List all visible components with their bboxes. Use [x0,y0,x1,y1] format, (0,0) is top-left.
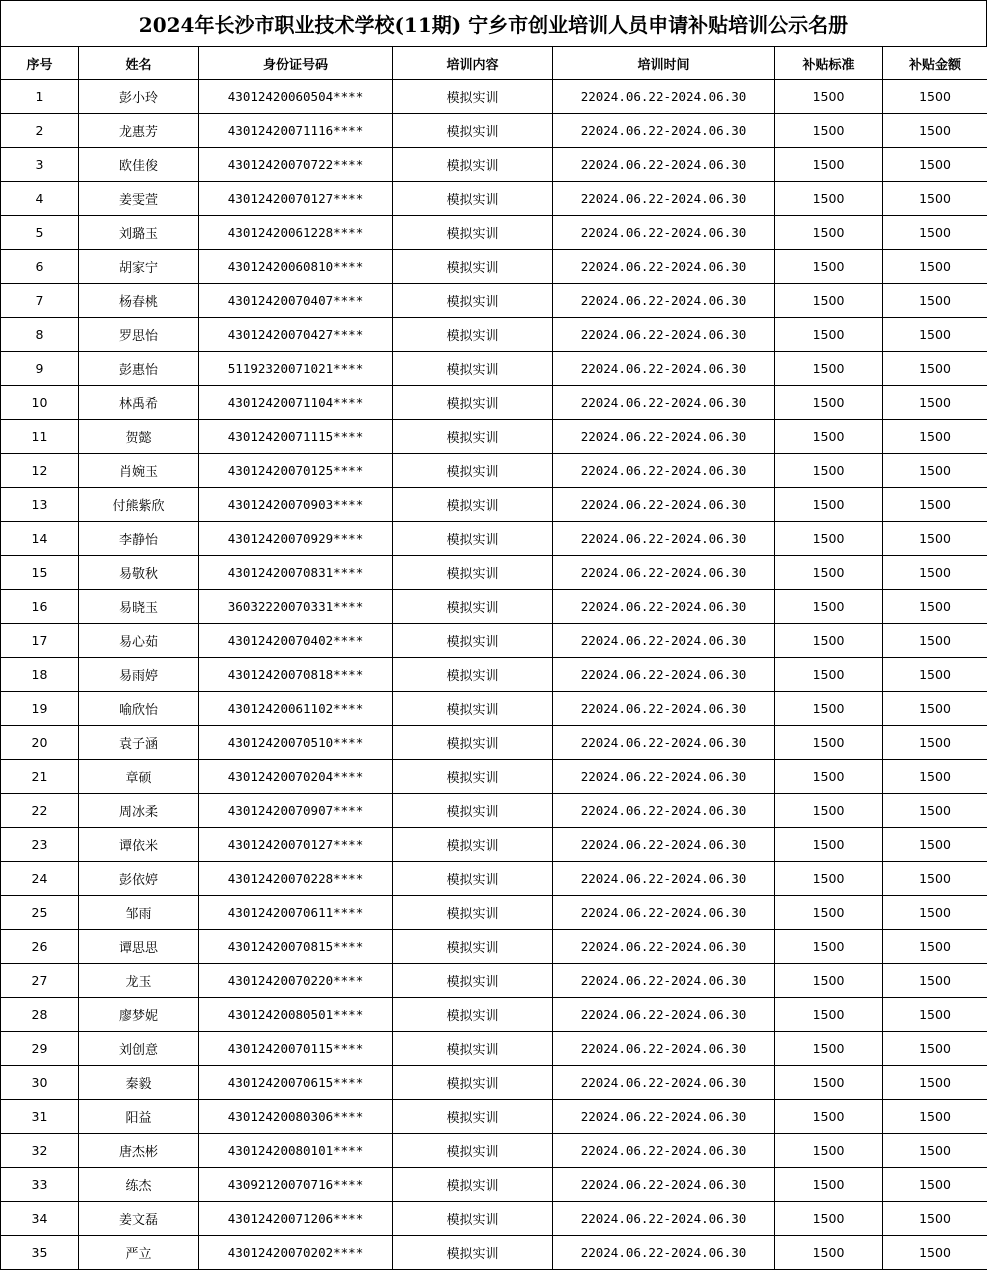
cell-no: 22 [1,794,79,828]
cell-idcard: 43012420070722**** [199,148,393,182]
cell-name: 易晓玉 [79,590,199,624]
cell-name: 易雨婷 [79,658,199,692]
cell-standard: 1500 [775,1236,883,1270]
cell-amount: 1500 [883,692,987,726]
cell-time: 22024.06.22-2024.06.30 [553,80,775,114]
cell-name: 阳益 [79,1100,199,1134]
cell-standard: 1500 [775,420,883,454]
table-row [1,182,987,216]
cell-no: 25 [1,896,79,930]
table-row [1,862,987,896]
table-row [1,794,987,828]
cell-name: 肖婉玉 [79,454,199,488]
cell-content: 模拟实训 [393,590,553,624]
cell-time: 22024.06.22-2024.06.30 [553,420,775,454]
cell-idcard: 43012420060504**** [199,80,393,114]
cell-time: 22024.06.22-2024.06.30 [553,522,775,556]
cell-time: 22024.06.22-2024.06.30 [553,998,775,1032]
cell-no: 32 [1,1134,79,1168]
cell-amount: 1500 [883,352,987,386]
cell-no: 11 [1,420,79,454]
cell-standard: 1500 [775,284,883,318]
table-row [1,420,987,454]
cell-standard: 1500 [775,794,883,828]
cell-time: 22024.06.22-2024.06.30 [553,1100,775,1134]
cell-no: 30 [1,1066,79,1100]
cell-name: 严立 [79,1236,199,1270]
cell-idcard: 43012420070818**** [199,658,393,692]
cell-name: 欧佳俊 [79,148,199,182]
cell-content: 模拟实训 [393,794,553,828]
cell-idcard: 43012420071116**** [199,114,393,148]
cell-amount: 1500 [883,114,987,148]
cell-time: 22024.06.22-2024.06.30 [553,1066,775,1100]
header-idcard: 身份证号码 [199,47,393,80]
table-row [1,250,987,284]
cell-amount: 1500 [883,420,987,454]
cell-no: 18 [1,658,79,692]
table-row [1,1168,987,1202]
cell-amount: 1500 [883,930,987,964]
cell-time: 22024.06.22-2024.06.30 [553,658,775,692]
cell-content: 模拟实训 [393,284,553,318]
document-title: 2024年长沙市职业技术学校(11期) 宁乡市创业培训人员申请补贴培训公示名册 [0,0,987,46]
table-row [1,658,987,692]
cell-no: 7 [1,284,79,318]
cell-standard: 1500 [775,454,883,488]
cell-standard: 1500 [775,386,883,420]
cell-standard: 1500 [775,522,883,556]
cell-idcard: 43012420061102**** [199,692,393,726]
cell-no: 24 [1,862,79,896]
cell-idcard: 43012420070427**** [199,318,393,352]
cell-standard: 1500 [775,318,883,352]
cell-content: 模拟实训 [393,522,553,556]
cell-standard: 1500 [775,1168,883,1202]
cell-name: 唐杰彬 [79,1134,199,1168]
cell-amount: 1500 [883,454,987,488]
cell-content: 模拟实训 [393,930,553,964]
cell-content: 模拟实训 [393,556,553,590]
table-row [1,1202,987,1236]
cell-time: 22024.06.22-2024.06.30 [553,590,775,624]
cell-idcard: 43012420070611**** [199,896,393,930]
cell-time: 22024.06.22-2024.06.30 [553,114,775,148]
cell-idcard: 43012420070125**** [199,454,393,488]
cell-idcard: 43012420070615**** [199,1066,393,1100]
cell-idcard: 43012420070815**** [199,930,393,964]
cell-time: 22024.06.22-2024.06.30 [553,1202,775,1236]
cell-standard: 1500 [775,556,883,590]
cell-no: 29 [1,1032,79,1066]
table-row [1,1032,987,1066]
cell-standard: 1500 [775,1134,883,1168]
cell-name: 罗思怡 [79,318,199,352]
cell-name: 周冰柔 [79,794,199,828]
cell-content: 模拟实训 [393,80,553,114]
table-row [1,590,987,624]
cell-no: 1 [1,80,79,114]
cell-content: 模拟实训 [393,1168,553,1202]
cell-name: 林禹希 [79,386,199,420]
cell-time: 22024.06.22-2024.06.30 [553,828,775,862]
header-name: 姓名 [79,47,199,80]
cell-amount: 1500 [883,284,987,318]
cell-amount: 1500 [883,1202,987,1236]
cell-standard: 1500 [775,488,883,522]
header-amount: 补贴金额 [883,47,987,80]
cell-name: 喻欣怡 [79,692,199,726]
cell-amount: 1500 [883,182,987,216]
cell-time: 22024.06.22-2024.06.30 [553,250,775,284]
cell-content: 模拟实训 [393,692,553,726]
table-row [1,998,987,1032]
cell-time: 22024.06.22-2024.06.30 [553,624,775,658]
cell-idcard: 43012420070228**** [199,862,393,896]
cell-time: 22024.06.22-2024.06.30 [553,386,775,420]
cell-time: 22024.06.22-2024.06.30 [553,1134,775,1168]
cell-content: 模拟实训 [393,1202,553,1236]
cell-amount: 1500 [883,318,987,352]
cell-amount: 1500 [883,964,987,998]
cell-name: 秦毅 [79,1066,199,1100]
cell-idcard: 51192320071021**** [199,352,393,386]
cell-time: 22024.06.22-2024.06.30 [553,1168,775,1202]
cell-content: 模拟实训 [393,726,553,760]
cell-time: 22024.06.22-2024.06.30 [553,352,775,386]
cell-content: 模拟实训 [393,624,553,658]
cell-standard: 1500 [775,862,883,896]
cell-idcard: 43012420080501**** [199,998,393,1032]
cell-no: 6 [1,250,79,284]
cell-time: 22024.06.22-2024.06.30 [553,148,775,182]
cell-idcard: 43012420070907**** [199,794,393,828]
table-row [1,522,987,556]
cell-name: 袁子涵 [79,726,199,760]
cell-name: 练杰 [79,1168,199,1202]
table-row [1,318,987,352]
cell-name: 胡家宁 [79,250,199,284]
cell-content: 模拟实训 [393,386,553,420]
cell-idcard: 43012420070510**** [199,726,393,760]
cell-amount: 1500 [883,386,987,420]
cell-amount: 1500 [883,1032,987,1066]
cell-time: 22024.06.22-2024.06.30 [553,318,775,352]
cell-no: 4 [1,182,79,216]
table-row [1,1134,987,1168]
cell-idcard: 43012420070903**** [199,488,393,522]
cell-name: 易心茹 [79,624,199,658]
cell-name: 章硕 [79,760,199,794]
table-row [1,828,987,862]
table-row [1,352,987,386]
cell-no: 2 [1,114,79,148]
cell-no: 26 [1,930,79,964]
cell-name: 谭依米 [79,828,199,862]
cell-time: 22024.06.22-2024.06.30 [553,1032,775,1066]
cell-idcard: 43012420070402**** [199,624,393,658]
cell-name: 彭小玲 [79,80,199,114]
cell-no: 27 [1,964,79,998]
cell-amount: 1500 [883,216,987,250]
cell-idcard: 43012420070127**** [199,182,393,216]
cell-standard: 1500 [775,148,883,182]
cell-no: 17 [1,624,79,658]
table-row [1,114,987,148]
cell-content: 模拟实训 [393,216,553,250]
cell-name: 姜雯萱 [79,182,199,216]
cell-name: 龙惠芳 [79,114,199,148]
cell-amount: 1500 [883,590,987,624]
cell-name: 贺懿 [79,420,199,454]
cell-amount: 1500 [883,250,987,284]
cell-idcard: 43012420070127**** [199,828,393,862]
cell-idcard: 43012420071115**** [199,420,393,454]
cell-name: 谭思思 [79,930,199,964]
cell-amount: 1500 [883,624,987,658]
table-row [1,80,987,114]
table-row [1,454,987,488]
cell-time: 22024.06.22-2024.06.30 [553,760,775,794]
cell-no: 23 [1,828,79,862]
cell-standard: 1500 [775,1202,883,1236]
cell-content: 模拟实训 [393,862,553,896]
cell-content: 模拟实训 [393,896,553,930]
cell-content: 模拟实训 [393,352,553,386]
cell-idcard: 43012420070407**** [199,284,393,318]
table-row [1,964,987,998]
cell-amount: 1500 [883,556,987,590]
cell-content: 模拟实训 [393,1066,553,1100]
table-row [1,1236,987,1270]
header-standard: 补贴标准 [775,47,883,80]
cell-name: 杨春桃 [79,284,199,318]
cell-time: 22024.06.22-2024.06.30 [553,1236,775,1270]
roster-table [0,46,987,1270]
cell-idcard: 43092120070716**** [199,1168,393,1202]
cell-standard: 1500 [775,590,883,624]
cell-name: 彭依婷 [79,862,199,896]
cell-no: 13 [1,488,79,522]
cell-standard: 1500 [775,896,883,930]
cell-time: 22024.06.22-2024.06.30 [553,692,775,726]
cell-amount: 1500 [883,1100,987,1134]
cell-content: 模拟实训 [393,318,553,352]
cell-content: 模拟实训 [393,488,553,522]
cell-content: 模拟实训 [393,1236,553,1270]
cell-no: 14 [1,522,79,556]
cell-time: 22024.06.22-2024.06.30 [553,182,775,216]
cell-idcard: 43012420070929**** [199,522,393,556]
cell-idcard: 36032220070331**** [199,590,393,624]
cell-time: 22024.06.22-2024.06.30 [553,488,775,522]
cell-no: 33 [1,1168,79,1202]
cell-content: 模拟实训 [393,1134,553,1168]
cell-amount: 1500 [883,862,987,896]
cell-time: 22024.06.22-2024.06.30 [553,964,775,998]
cell-content: 模拟实训 [393,828,553,862]
cell-idcard: 43012420061228**** [199,216,393,250]
cell-content: 模拟实训 [393,964,553,998]
cell-amount: 1500 [883,1066,987,1100]
cell-standard: 1500 [775,250,883,284]
cell-content: 模拟实训 [393,114,553,148]
cell-standard: 1500 [775,658,883,692]
cell-time: 22024.06.22-2024.06.30 [553,930,775,964]
cell-time: 22024.06.22-2024.06.30 [553,216,775,250]
cell-content: 模拟实训 [393,1100,553,1134]
cell-name: 付熊紫欣 [79,488,199,522]
cell-name: 刘创意 [79,1032,199,1066]
cell-amount: 1500 [883,828,987,862]
cell-amount: 1500 [883,1236,987,1270]
cell-name: 易敬秋 [79,556,199,590]
cell-name: 廖梦妮 [79,998,199,1032]
cell-standard: 1500 [775,80,883,114]
cell-standard: 1500 [775,1100,883,1134]
cell-standard: 1500 [775,964,883,998]
cell-no: 28 [1,998,79,1032]
cell-amount: 1500 [883,1134,987,1168]
cell-amount: 1500 [883,80,987,114]
header-no: 序号 [1,47,79,80]
cell-standard: 1500 [775,352,883,386]
table-row [1,726,987,760]
cell-amount: 1500 [883,658,987,692]
cell-idcard: 43012420080101**** [199,1134,393,1168]
cell-amount: 1500 [883,522,987,556]
cell-name: 刘璐玉 [79,216,199,250]
cell-content: 模拟实训 [393,148,553,182]
cell-amount: 1500 [883,726,987,760]
cell-name: 姜文磊 [79,1202,199,1236]
cell-idcard: 43012420070220**** [199,964,393,998]
table-row [1,284,987,318]
cell-amount: 1500 [883,488,987,522]
cell-no: 20 [1,726,79,760]
cell-no: 5 [1,216,79,250]
cell-content: 模拟实训 [393,454,553,488]
table-row [1,760,987,794]
cell-content: 模拟实训 [393,420,553,454]
cell-no: 31 [1,1100,79,1134]
header-time: 培训时间 [553,47,775,80]
cell-idcard: 43012420070204**** [199,760,393,794]
cell-standard: 1500 [775,216,883,250]
cell-time: 22024.06.22-2024.06.30 [553,454,775,488]
table-row [1,1066,987,1100]
table-row [1,624,987,658]
cell-content: 模拟实训 [393,250,553,284]
cell-idcard: 43012420071206**** [199,1202,393,1236]
cell-amount: 1500 [883,794,987,828]
cell-name: 彭惠怡 [79,352,199,386]
cell-standard: 1500 [775,760,883,794]
cell-standard: 1500 [775,1066,883,1100]
cell-standard: 1500 [775,828,883,862]
cell-standard: 1500 [775,624,883,658]
table-row [1,1100,987,1134]
cell-content: 模拟实训 [393,760,553,794]
cell-content: 模拟实训 [393,1032,553,1066]
table-row [1,216,987,250]
cell-no: 21 [1,760,79,794]
cell-name: 龙玉 [79,964,199,998]
cell-no: 9 [1,352,79,386]
cell-no: 8 [1,318,79,352]
table-row [1,488,987,522]
cell-standard: 1500 [775,114,883,148]
cell-time: 22024.06.22-2024.06.30 [553,726,775,760]
cell-no: 10 [1,386,79,420]
cell-idcard: 43012420070115**** [199,1032,393,1066]
cell-time: 22024.06.22-2024.06.30 [553,556,775,590]
cell-no: 35 [1,1236,79,1270]
cell-standard: 1500 [775,1032,883,1066]
cell-no: 12 [1,454,79,488]
cell-standard: 1500 [775,998,883,1032]
cell-content: 模拟实训 [393,182,553,216]
cell-content: 模拟实训 [393,998,553,1032]
cell-name: 李静怡 [79,522,199,556]
cell-no: 19 [1,692,79,726]
table-row [1,692,987,726]
table-row [1,896,987,930]
table-row [1,386,987,420]
cell-idcard: 43012420060810**** [199,250,393,284]
cell-standard: 1500 [775,182,883,216]
cell-content: 模拟实训 [393,658,553,692]
cell-no: 16 [1,590,79,624]
cell-amount: 1500 [883,1168,987,1202]
cell-amount: 1500 [883,148,987,182]
cell-amount: 1500 [883,896,987,930]
cell-idcard: 43012420070202**** [199,1236,393,1270]
cell-time: 22024.06.22-2024.06.30 [553,794,775,828]
header-row [1,47,987,80]
table-row [1,930,987,964]
header-content: 培训内容 [393,47,553,80]
table-row [1,148,987,182]
cell-standard: 1500 [775,930,883,964]
cell-amount: 1500 [883,998,987,1032]
cell-idcard: 43012420080306**** [199,1100,393,1134]
cell-amount: 1500 [883,760,987,794]
cell-time: 22024.06.22-2024.06.30 [553,896,775,930]
cell-standard: 1500 [775,726,883,760]
cell-no: 3 [1,148,79,182]
cell-standard: 1500 [775,692,883,726]
cell-no: 34 [1,1202,79,1236]
cell-name: 邹雨 [79,896,199,930]
table-row [1,556,987,590]
cell-idcard: 43012420071104**** [199,386,393,420]
cell-no: 15 [1,556,79,590]
cell-idcard: 43012420070831**** [199,556,393,590]
cell-time: 22024.06.22-2024.06.30 [553,284,775,318]
cell-time: 22024.06.22-2024.06.30 [553,862,775,896]
